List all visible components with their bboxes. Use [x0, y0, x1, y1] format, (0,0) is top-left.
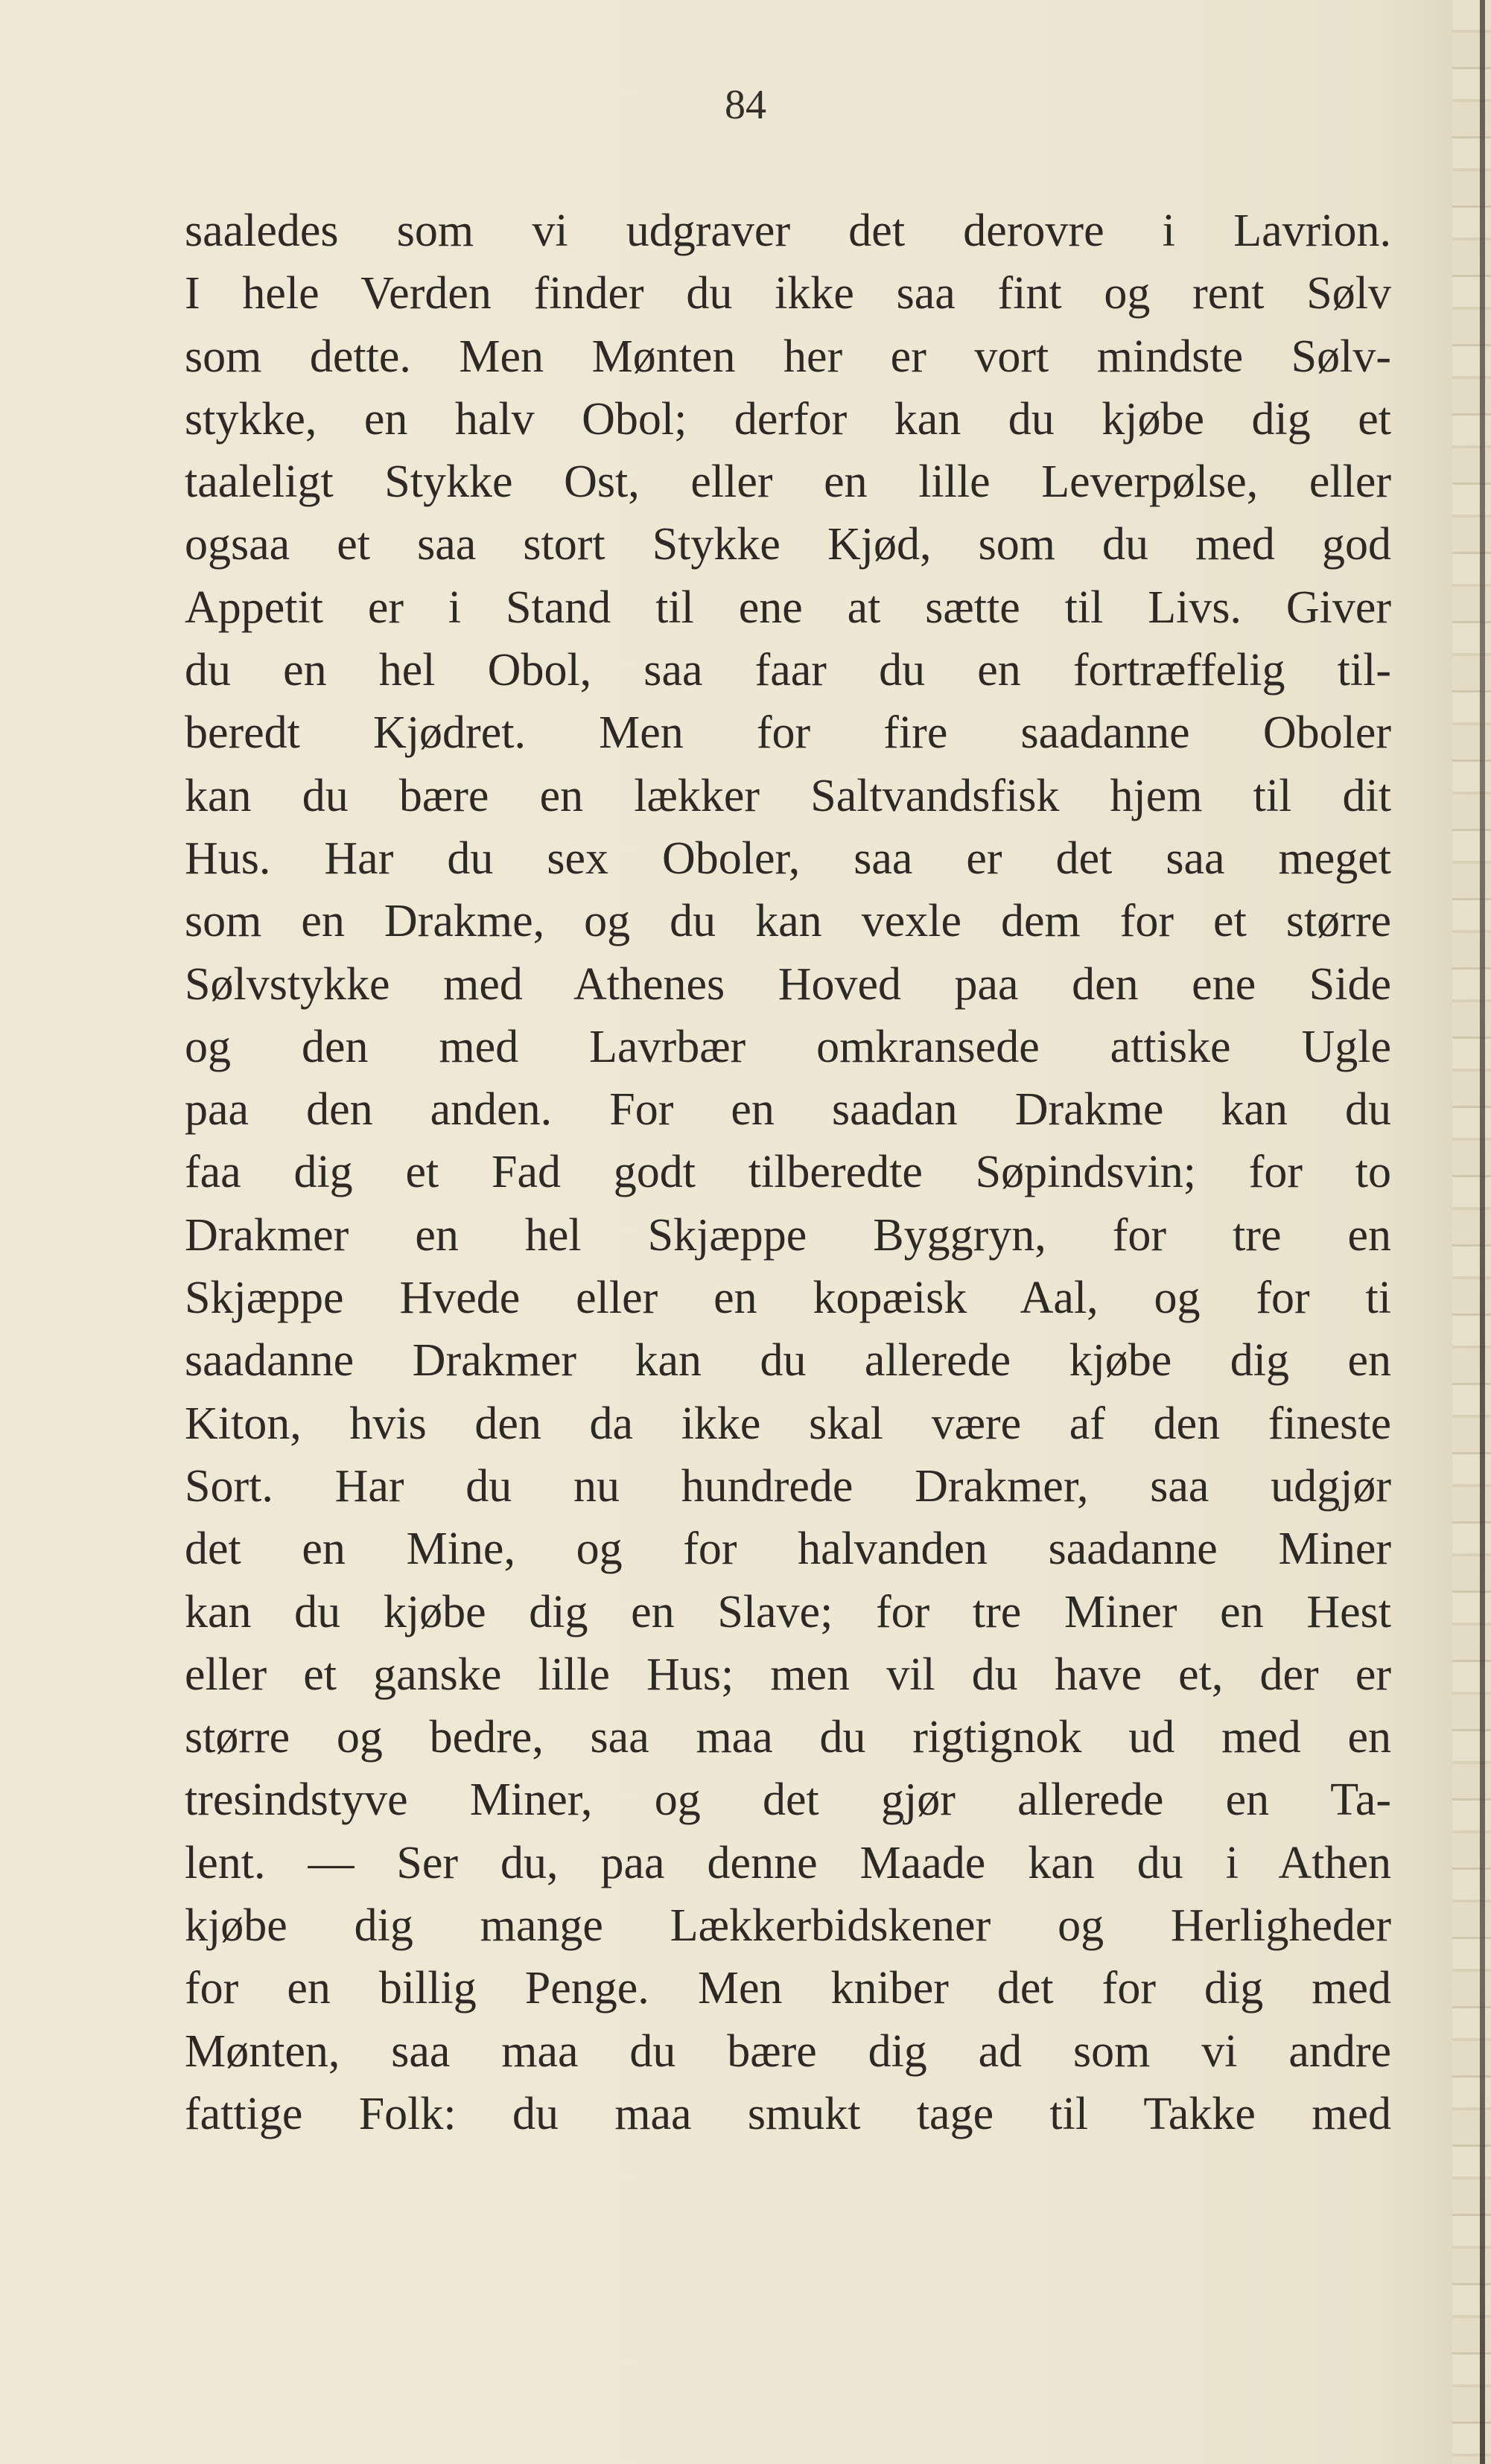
text-line: beredt Kjødret. Men for fire saadanne Oboler [185, 707, 1391, 759]
text-line: paa den anden. For en saadan Drakme kan du [185, 1084, 1391, 1136]
text-line: Mønten, saa maa du bære dig ad som vi andre [185, 2025, 1391, 2077]
text-line: stykke, en halv Obol; derfor kan du kjøbe dig et [185, 393, 1391, 445]
text-line: Sort. Har du nu hundrede Drakmer, saa udgjør [185, 1460, 1391, 1512]
page-edge [1452, 0, 1491, 2464]
page-number: 84 [725, 82, 766, 128]
text-line: større og bedre, saa maa du rigtignok ud med en [185, 1712, 1391, 1763]
text-line: saadanne Drakmer kan du allerede kjøbe dig en [185, 1335, 1391, 1387]
text-line: som dette. Men Mønten her er vort mindste Sølv- [185, 331, 1391, 382]
body-text [185, 200, 1391, 2145]
text-line: Sølvstykke med Athenes Hoved paa den ene Side [185, 958, 1391, 1010]
text-line: kan du kjøbe dig en Slave; for tre Miner en Hest [185, 1586, 1391, 1637]
page-edge-shadow [1480, 0, 1485, 2464]
text-line: faa dig et Fad godt tilberedte Søpindsvin; for to [185, 1147, 1391, 1198]
text-line: saaledes som vi udgraver det derovre i Lavrion. [185, 206, 1391, 256]
text-line: du en hel Obol, saa faar du en fortræffelig til- [185, 645, 1391, 696]
text-line: Skjæppe Hvede eller en kopæisk Aal, og for ti [185, 1273, 1391, 1324]
text-line: og den med Lavrbær omkransede attiske Ugle [185, 1021, 1391, 1072]
text-line: Appetit er i Stand til ene at sætte til Livs. Giver [185, 582, 1391, 633]
text-line: eller et ganske lille Hus; men vil du have et, der er [185, 1649, 1391, 1700]
text-line: fattige Folk: du maa smukt tage til Takke med [185, 2088, 1391, 2139]
text-line: kan du bære en lækker Saltvandsfisk hjem til dit [185, 770, 1391, 821]
text-line: Kiton, hvis den da ikke skal være af den fineste [185, 1398, 1391, 1449]
text-line: som en Drakme, og du kan vexle dem for et større [185, 896, 1391, 947]
text-line: tresindstyve Miner, og det gjør allerede en Ta- [185, 1774, 1391, 1826]
text-line: for en billig Penge. Men kniber det for dig med [185, 1963, 1391, 2014]
text-line: ogsaa et saa stort Stykke Kjød, som du med god [185, 519, 1391, 570]
text-line: Drakmer en hel Skjæppe Byggryn, for tre en [185, 1209, 1391, 1261]
text-line: I hele Verden finder du ikke saa fint og rent Sølv [185, 268, 1391, 319]
text-line: Hus. Har du sex Oboler, saa er det saa meget [185, 833, 1391, 884]
text-line: lent. — Ser du, paa denne Maade kan du i Athen [185, 1837, 1391, 1888]
text-line: det en Mine, og for halvanden saadanne Miner [185, 1524, 1391, 1575]
text-line: taaleligt Stykke Ost, eller en lille Leverpølse, eller [185, 456, 1391, 508]
text-line: kjøbe dig mange Lækkerbidskener og Herligheder [185, 1900, 1391, 1952]
